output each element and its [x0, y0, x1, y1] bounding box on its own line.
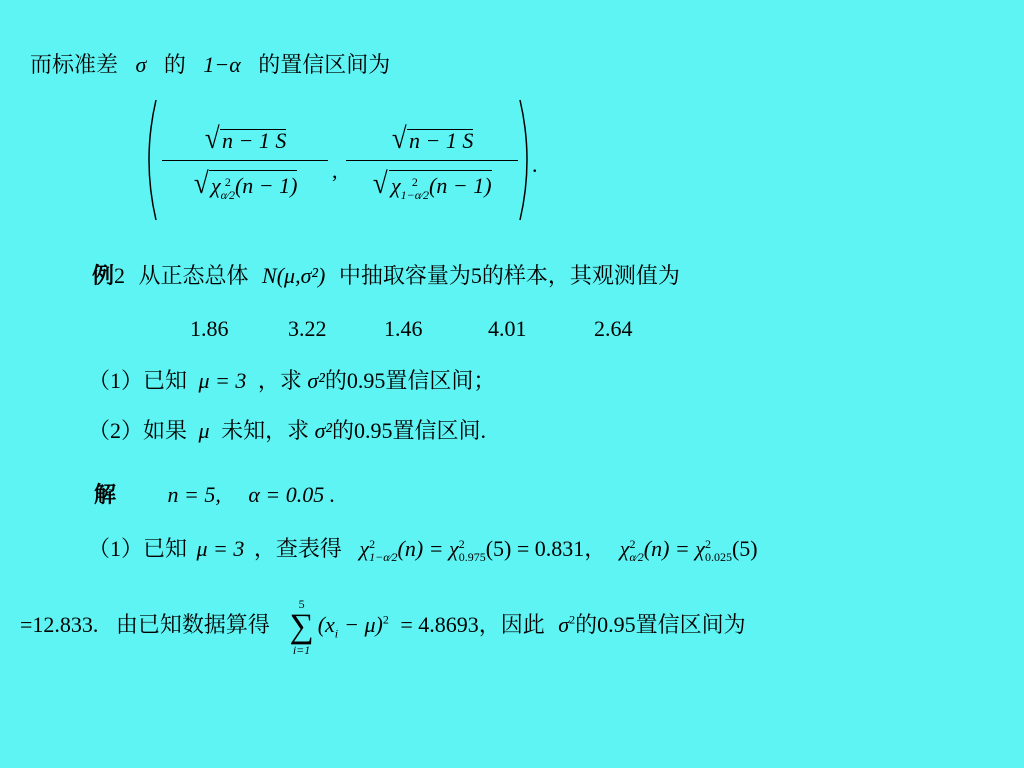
intro-line [30, 54, 390, 76]
s2-suffix: 的0.95置信区间为 [575, 612, 746, 638]
example-text-after: 中抽取容量为5的样本，其观测值为 [338, 263, 680, 288]
sigma-symbol: σ [135, 52, 147, 77]
alpha-equals: α = 0.05 . [248, 482, 336, 507]
right-numerator-text: n − 1 S [409, 128, 474, 153]
chi-d-scripts [705, 538, 732, 564]
chi-d-sub: 0.025 [704, 550, 732, 565]
s1-sep: ， [584, 536, 607, 562]
q2-prefix: （2）如果 [88, 418, 188, 443]
example-number: 2 [114, 263, 126, 288]
s2-value: =12.833. [20, 612, 99, 638]
formula-period: . [532, 152, 538, 177]
q1-suffix: 的0.95置信区间； [324, 368, 496, 393]
sample-values [190, 318, 633, 340]
s2-sigma: σ [558, 612, 570, 638]
sample-value: 2.64 [594, 316, 633, 341]
left-numerator [162, 124, 328, 154]
intro-prefix: 而标准差 [30, 52, 119, 77]
s1-mid: ，查表得 [253, 536, 342, 562]
right-numerator-sqrt: √ [391, 122, 407, 155]
sum-top: 5 [298, 597, 305, 611]
chi-a-scripts [369, 538, 397, 564]
intro-de: 的 [163, 52, 186, 77]
sum-bottom: i=1 [292, 643, 311, 657]
example-label: 例 [92, 263, 115, 288]
solution-header [94, 484, 335, 506]
right-denominator [346, 160, 518, 221]
q2-mid: 未知，求 [221, 418, 310, 443]
solution-line-2 [20, 598, 746, 656]
left-den-scripts [221, 176, 235, 202]
formula-comma: , [332, 158, 338, 183]
sample-value: 1.46 [384, 316, 423, 341]
chi-b-sub: 0.975 [458, 550, 486, 565]
left-den-sub: α⁄2 [220, 188, 235, 203]
left-den-chi: χ [210, 173, 221, 198]
left-fraction [162, 124, 328, 221]
chi-b-scripts [459, 538, 486, 564]
chi-a-sub: 1−α⁄2 [369, 550, 398, 565]
chi-c-scripts [629, 538, 643, 564]
left-den-arg: (n − 1) [234, 173, 298, 198]
q2-mu: μ [198, 418, 210, 443]
left-denominator [162, 160, 328, 221]
n-equals: n = 5, [167, 482, 221, 507]
right-fraction [346, 124, 518, 221]
right-den-arg: (n − 1) [429, 173, 492, 198]
s1-mu: μ = 3 [196, 536, 245, 562]
q1-prefix: （1）已知 [88, 368, 188, 393]
right-numerator [346, 124, 518, 154]
chi-c-rest: (n) = χ [643, 536, 705, 562]
chi-a-rest: (n) = χ [397, 536, 459, 562]
solution-label: 解 [94, 482, 117, 507]
sample-value: 4.01 [488, 316, 527, 341]
chi-b-rest: (5) = 0.831 [485, 536, 585, 562]
chi-b-sup: 2 [458, 537, 465, 551]
left-numerator-sqrt: √ [204, 122, 220, 155]
question-1 [88, 370, 495, 392]
sample-value: 3.22 [288, 316, 327, 341]
chi-a-sup: 2 [369, 537, 376, 551]
right-den-scripts [401, 176, 429, 202]
one-minus-alpha: 1−α [203, 52, 241, 77]
left-den-sqrt: √ [193, 167, 209, 200]
s2-sigma-sup: 2 [569, 612, 576, 627]
normal-distribution: N(μ,σ²) [262, 263, 326, 288]
q1-mid: ，求 [257, 368, 302, 393]
q1-mu: μ = 3 [198, 368, 247, 393]
question-2 [88, 420, 486, 442]
chi-c-sup: 2 [629, 537, 636, 551]
right-den-sup: 2 [411, 175, 418, 190]
right-den-sub: 1−α⁄2 [400, 188, 430, 203]
left-paren [140, 96, 160, 224]
left-numerator-text: n − 1 S [222, 128, 287, 153]
sum-sign: ∑ [289, 608, 314, 645]
chi-d-rest: (5) [731, 536, 758, 562]
chi-d-sup: 2 [704, 537, 711, 551]
right-den-chi: χ [390, 173, 401, 198]
sum-body-sub: i [334, 626, 339, 641]
ci-formula [140, 96, 540, 224]
q2-sigma: σ² [314, 418, 333, 443]
sum-body-sup: 2 [382, 612, 389, 627]
left-den-sup: 2 [224, 175, 231, 190]
s2-after: ，因此 [478, 612, 545, 638]
summation [289, 598, 313, 656]
q2-suffix: 的0.95置信区间. [332, 418, 487, 443]
right-den-sqrt: √ [373, 167, 389, 200]
intro-suffix: 的置信区间为 [258, 52, 391, 77]
s2-text: 由已知数据算得 [115, 612, 270, 638]
q1-sigma: σ² [307, 368, 325, 393]
sum-result: = 4.8693 [400, 612, 479, 638]
example-text-before: 从正态总体 [138, 263, 249, 288]
chi-a: χ [359, 536, 370, 562]
chi-c-sub: α⁄2 [629, 550, 644, 565]
sample-value: 1.86 [190, 316, 229, 341]
chi-c: χ [619, 536, 630, 562]
solution-line-1 [88, 538, 758, 564]
example-line [92, 265, 680, 287]
sum-body-rest: − μ) [344, 612, 383, 638]
sum-body: (x [317, 612, 335, 638]
s1-prefix: （1）已知 [88, 536, 188, 562]
